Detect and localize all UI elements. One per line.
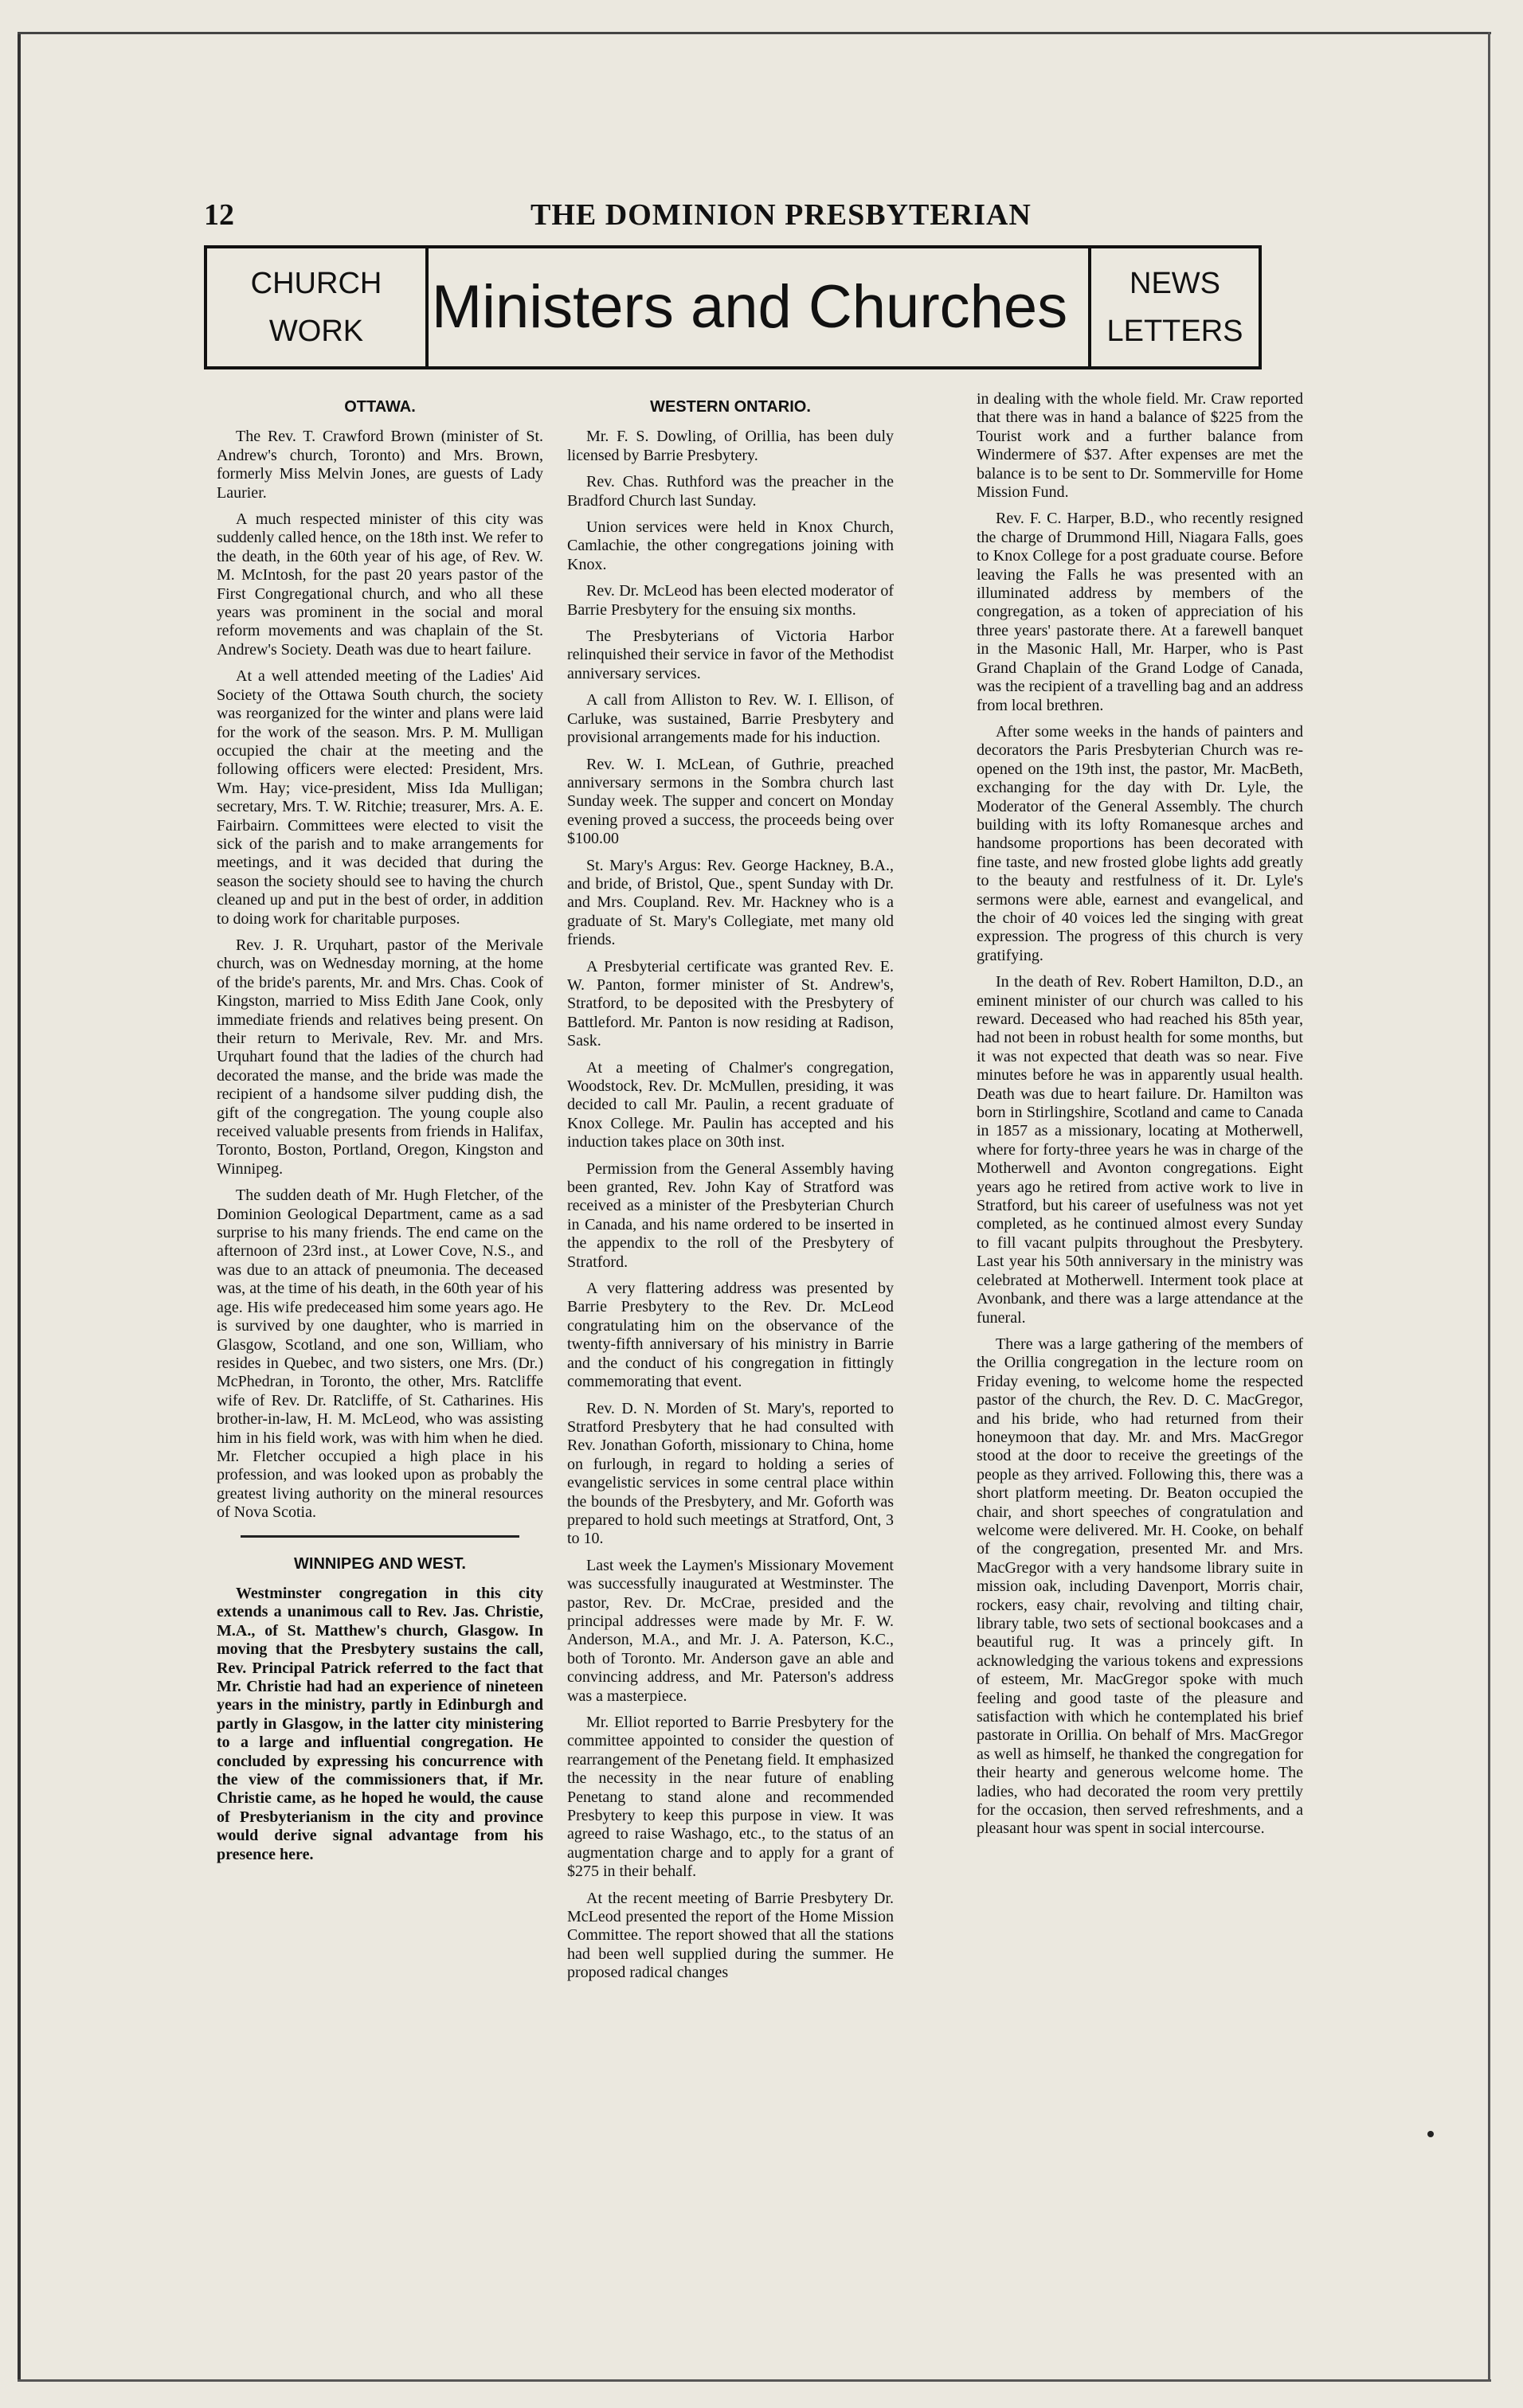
column-1 [217,395,543,1872]
banner-right-line2: LETTERS [1106,315,1243,348]
article-paragraph: Mr. F. S. Dowling, of Orillia, has been duly licensed by Barrie Presbytery. [567,428,894,464]
banner-left-line1: CHURCH [250,267,382,300]
article-paragraph: St. Mary's Argus: Rev. George Hackney, B.A., and bride, of Bristol, Que., spent Sunday with Dr. and Mrs. Coupland. Rev. Mr. Hackney who is a graduate of St. Mary's Collegiate, met many old friends. [567,856,894,949]
section-heading-winnipeg: WINNIPEG AND WEST. [294,1554,466,1573]
column-2 [567,395,894,1991]
banner-left-line2: WORK [268,315,364,348]
article-paragraph: A Presbyterial certificate was granted Rev. E. W. Panton, former minister of St. Andrew's, Stratford, to be deposited with the Presbytery of Battleford. Mr. Panton is now residing at Radison, Sask. [567,957,894,1050]
article-paragraph: Permission from the General Assembly having been granted, Rev. John Kay of Stratford was received as a minister of the Presbyterian Church in Canada, and his name ordered to be inserted in the appendix to the roll of the Presbytery of Stratford. [567,1159,894,1271]
page-border-bottom [18,2379,1491,2382]
section-divider [241,1535,519,1538]
article-paragraph: A call from Alliston to Rev. W. I. Ellison, of Carluke, was sustained, Barrie Presbytery and provisional arrangements made for his induction. [567,691,894,747]
article-paragraph: Last week the Laymen's Missionary Movement was successfully inaugurated at Westminster. The pastor, Rev. Dr. McCrae, presided and the principal addresses were made by Mr. F. W. Anderson, M.A., and Mr. J. A. Paterson, K.C., both of Toronto. Mr. Anderson gave an able and convincing address, and Mr. Paterson's address was a masterpiece. [567,1556,894,1705]
page-border-left [18,32,21,2381]
article-paragraph: The Rev. T. Crawford Brown (minister of St. Andrew's church, Toronto) and Mrs. Brown, formerly Miss Melvin Jones, are guests of Lady Laurier. [217,428,543,502]
banner-right-line1: NEWS [1130,267,1220,300]
article-paragraph: Rev. F. C. Harper, B.D., who recently resigned the charge of Drummond Hill, Niagara Falls, goes to Knox College for a post graduate course. Before leaving the Falls he was presented with an illuminated address by members of the congregation, as a token of appreciation of his three years' pastorate there. At a farewell banquet in the Masonic Hall, Mr. Harper, who is Past Grand Chaplain of the Grand Lodge of Canada, was the recipient of a travelling bag and an address from local brethren. [977,510,1303,714]
section-banner [204,245,1262,369]
article-paragraph: Mr. Elliot reported to Barrie Presbytery for the committee appointed to consider the question of rearrangement of the Penetang field. It emphasized the necessity in the near future of enabling Penetang to stand alone and recommended Presbytery to keep this purpose in view. It was agreed to raise Washago, etc., to the status of an augmentation charge and to apply for a grant of $275 in their behalf. [567,1714,894,1881]
article-paragraph: The sudden death of Mr. Hugh Fletcher, of the Dominion Geological Department, came as a sad surprise to his many friends. The end came on the afternoon of 23rd inst., at Lower Cove, N.S., and was due to an attack of pneumonia. The deceased was, at the time of his death, in the 60th year of his age. His wife predeceased him some years ago. He is survived by one daughter, who is married in Glasgow, Scotland, and one son, William, who resides in Quebec, and two sisters, one Mrs. (Dr.) McPhedran, in Toronto, the other, Mrs. Ratcliffe wife of Rev. Dr. Ratcliffe, of St. Catharines. His brother-in-law, H. M. McLeod, who was assisting him in his field work, was with him when he died. Mr. Fletcher occupied a high place in his profession, and was looked upon as probably the greatest living authority on the mineral resources of Nova Scotia. [217,1186,543,1522]
page-border-top [18,32,1491,34]
article-paragraph: A very flattering address was presented by Barrie Presbytery to the Rev. Dr. McLeod congratulating him on the observance of the twenty-fifth anniversary of his ministry in Barrie and the conduct of his congregation in fittingly commemorating that event. [567,1280,894,1391]
page-number: 12 [204,198,234,232]
article-paragraph: Rev. J. R. Urquhart, pastor of the Merivale church, was on Wednesday morning, at the home of the bride's parents, Mr. and Mrs. Chas. Cook of Kingston, married to Miss Edith Jane Cook, only immediate friends and relatives being present. On their return to Merivale, Rev. Mr. and Mrs. Urquhart found that the ladies of the church had decorated the manse, and the bride was made the recipient of a handsome silver pudding dish, the gift of the congregation. The young couple also received valuable presents from friends in Halifax, Toronto, Boston, Portland, Oregon, Kingston and Winnipeg. [217,936,543,1178]
article-paragraph: A much respected minister of this city was suddenly called hence, on the 18th inst. We refer to the death, in the 60th year of his age, of Rev. W. M. McIntosh, for the past 20 years pastor of the First Congregational church, and who all these years was prominent in the social and moral reform movements and was chaplain of the St. Andrew's Society. Death was due to heart failure. [217,510,543,659]
bold-article [217,1585,543,1864]
section-heading-ottawa: OTTAWA. [344,398,416,416]
article-paragraph-continued: in dealing with the whole field. Mr. Craw reported that there was in hand a balance of $225 from the Tourist work and a further balance from Windermere of $37. After expenses are met the balance is to be sent to Dr. Sommerville for Home Mission Fund. [977,390,1303,502]
article-paragraph: Rev. Chas. Ruthford was the preacher in the Bradford Church last Sunday. [567,473,894,510]
article-paragraph: Union services were held in Knox Church, Camlachie, the other congregations joining with Knox. [567,518,894,573]
article-paragraph: At a meeting of Chalmer's congregation, Woodstock, Rev. Dr. McMullen, presiding, it was decided to call Mr. Paulin, a recent graduate of Knox College. Mr. Paulin has accepted and his induction takes place on 30th inst. [567,1058,894,1151]
article-paragraph: There was a large gathering of the members of the Orillia congregation in the lecture room on Friday evening, to welcome home the respected pastor of the church, the Rev. D. C. MacGregor, and his bride, who had returned from their honeymoon that day. Mr. and Mrs. MacGregor stood at the door to receive the greetings of the people as they arrived. Following this, there was a short platform meeting. Dr. Beaton occupied the chair, and short speeches of congratulation and welcome were delivered. Mr. H. Cooke, on behalf of the congregation, presented Mr. and Mrs. MacGregor with a very handsome library suite in mission oak, including Davenport, Morris chair, rockers, easy chair, revolving and tilting chair, library table, two sets of sectional bookcases and a beautiful rug. It was a princely gift. In acknowledging the various tokens and expressions of esteem, Mr. MacGregor spoke with much feeling and good taste of the pleasure and satisfaction with which he contemplated his brief pastorate in Orillia. On behalf of Mrs. MacGregor as well as himself, he thanked the congregation for their hearty and generous welcome home. The ladies, who had decorated the room very prettily for the occasion, then served refreshments, and a pleasant hour was spent in social intercourse. [977,1335,1303,1838]
running-header [204,197,1263,237]
banner-title: Ministers and Churches [431,273,1068,341]
article-paragraph: In the death of Rev. Robert Hamilton, D.D., an eminent minister of our church was called to his reward. Deceased who had reached his 85th year, had not been in robust health for some months, but it was not expected that death was so near. Five minutes before he was in apparently usual health. Death was due to heart failure. Dr. Hamilton was born in Stirlingshire, Scotland and came to Canada in 1857 as a missionary, locating at Motherwell, where for forty-three years he was in charge of the Motherwell and Avonton congregations. Eight years ago he retired from active work to live in Stratford, but his career of usefulness was not yet completed, as he continued almost every Sunday to fill vacant pulpits throughout the Presbytery. Last year his 50th anniversary in the ministry was celebrated at Motherwell. Interment took place at Avonbank, and there was a large attendance at the funeral. [977,973,1303,1327]
article-paragraph: Rev. Dr. McLeod has been elected moderator of Barrie Presbytery for the ensuing six months. [567,582,894,619]
article-paragraph: At the recent meeting of Barrie Presbytery Dr. McLeod presented the report of the Home Mission Committee. The report showed that all the stations had been well supplied during the summer. He proposed radical changes [567,1889,894,1982]
article-paragraph: Rev. W. I. McLean, of Guthrie, preached anniversary sermons in the Sombra church last Sunday week. The supper and concert on Monday evening proved a success, the proceeds being over $100.00 [567,755,894,848]
scan-speck [1427,2131,1434,2137]
article-paragraph: After some weeks in the hands of painters and decorators the Paris Presbyterian Church was re-opened on the 19th inst, the pastor, Mr. MacBeth, exchanging for the day with Dr. Lyle, the Moderator of the General Assembly. The church building with its lofty Romanesque arches and handsome proportions has been decorated with fine taste, and new frosted globe lights add greatly to the beauty and restfulness of it. Dr. Lyle's sermons were able, earnest and evangelical, and the choir of 40 voices led the singing with great expression. The progress of this church is very gratifying. [977,722,1303,964]
column-3 [977,390,1303,1847]
banner-left-box [207,248,429,366]
banner-right-box [1088,248,1259,366]
article-paragraph: Rev. D. N. Morden of St. Mary's, reported to Stratford Presbytery that he had consulted with Rev. Jonathan Goforth, missionary to China, home on furlough, in regard to holding a series of evangelistic services in some central place within the bounds of the Presbytery, and Mr. Goforth was prepared to hold such meetings at Stratford, Ont, 3 to 10. [567,1399,894,1548]
publication-title: THE DOMINION PRESBYTERIAN [531,198,1032,232]
page-border-right [1488,32,1490,2381]
article-paragraph: Westminster congregation in this city extends a unanimous call to Rev. Jas. Christie, M.A., of St. Matthew's church, Glasgow. In moving that the Presbytery sustains the call, Rev. Principal Patrick referred to the fact that Mr. Christie had had an experience of nineteen years in the ministry, partly in Edinburgh and partly in Glasgow, in the latter city ministering to a large and influential congregation. He concluded by expressing his concurrence with the view of the commissioners that, if Mr. Christie came, as he hoped he would, the cause of Presbyterianism in the city and province would derive signal advantage from his presence here. [217,1584,543,1863]
article-paragraph: The Presbyterians of Victoria Harbor relinquished their service in favor of the Methodist anniversary services. [567,627,894,682]
section-heading-western-ontario: WESTERN ONTARIO. [650,398,811,416]
article-paragraph: At a well attended meeting of the Ladies' Aid Society of the Ottawa South church, the society was reorganized for the winter and plans were laid for the work of the season. Mrs. P. M. Mulligan occupied the chair at the meeting and the following officers were elected: President, Mrs. Wm. Hay; vice-president, Miss Ida Mulligan; secretary, Mrs. T. W. Ritchie; treasurer, Mrs. A. E. Fairbairn. Committees were elected to visit the sick of the parish and to make arrangements for meetings, and it was decided that during the season the society should see to having the church cleaned up and put in the best of order, in addition to doing work for charitable purposes. [217,667,543,928]
